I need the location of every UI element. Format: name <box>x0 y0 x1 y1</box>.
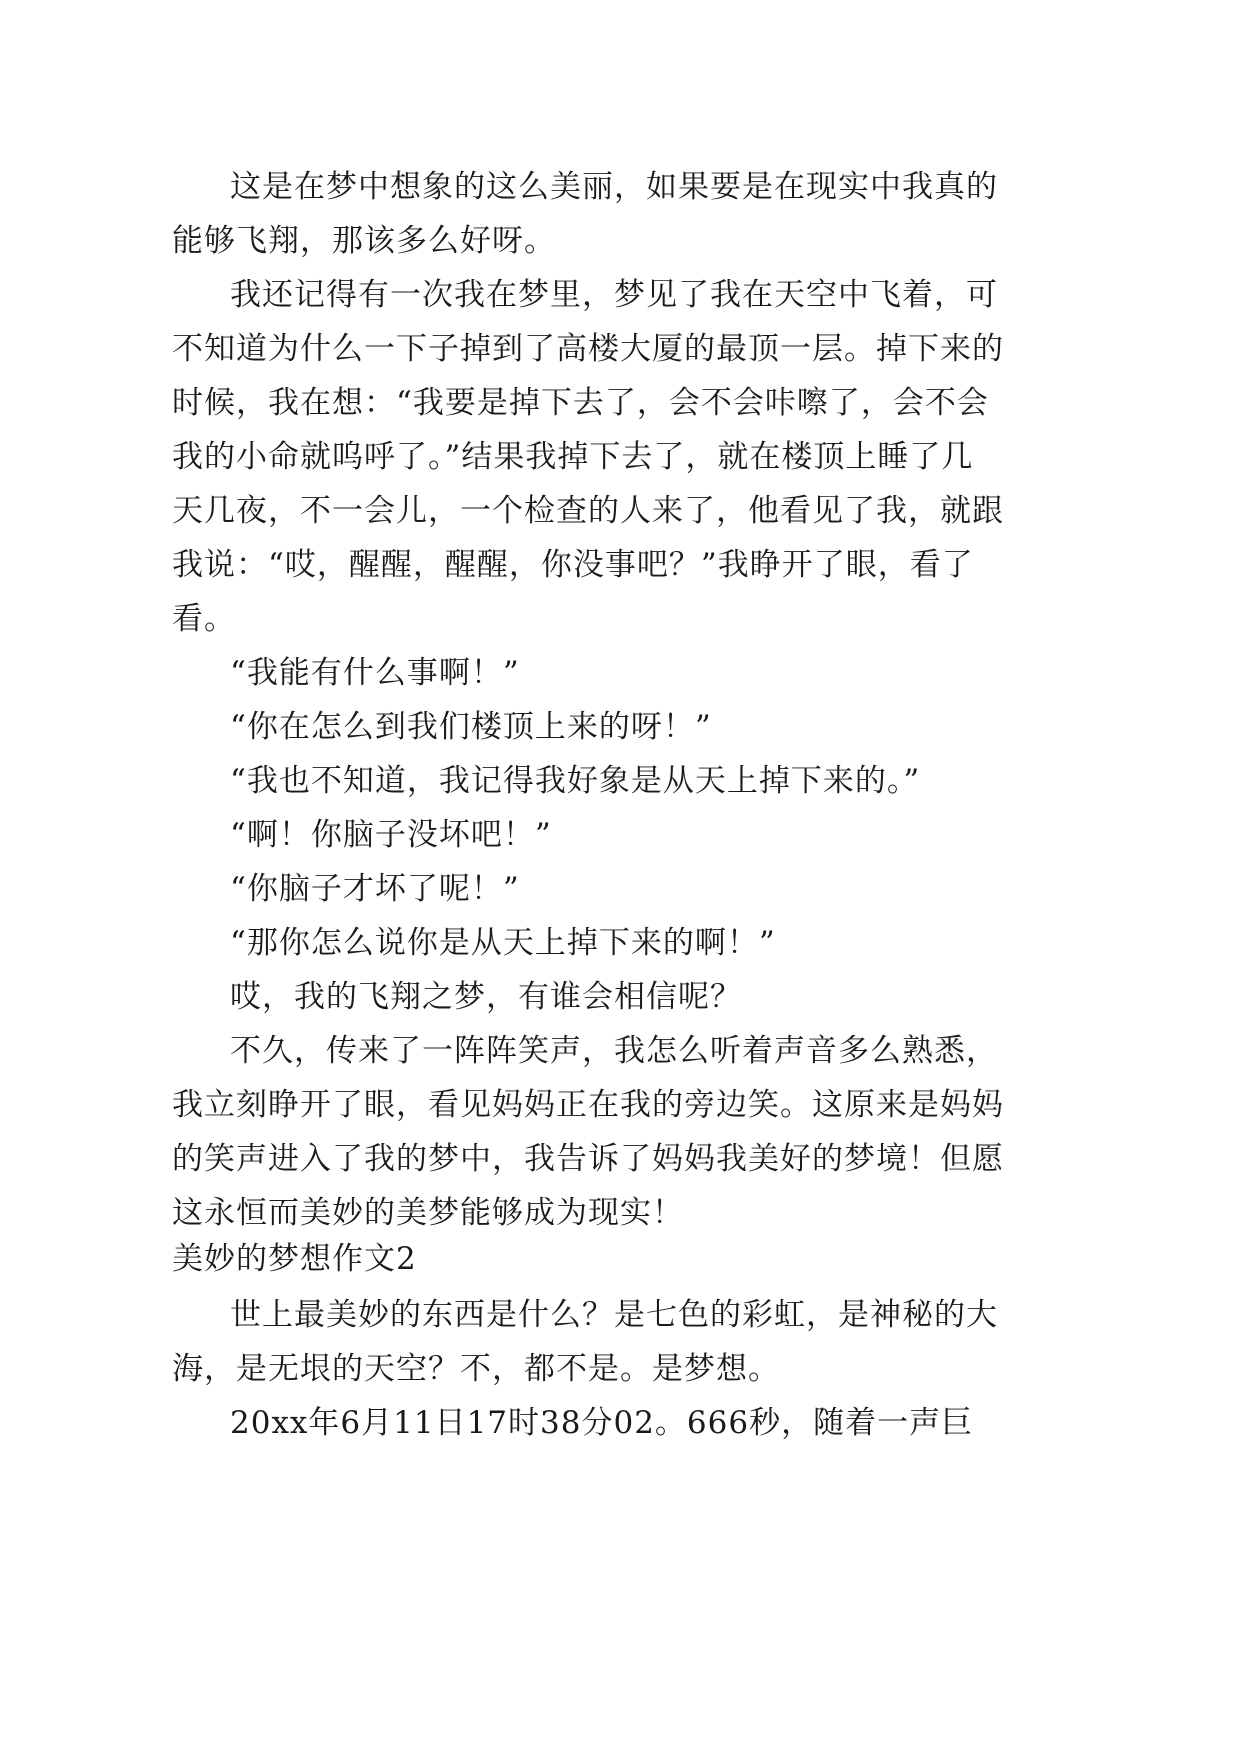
text-line-24: 20xx年6月11日17时38分02。666秒，随着一声巨 <box>230 1405 974 1441</box>
dialogue-line-5: “你脑子才坏了呢！” <box>230 871 520 907</box>
dialogue-line-2: “你在怎么到我们楼顶上来的呀！” <box>230 709 712 745</box>
dialogue-line-6: “那你怎么说你是从天上掉下来的啊！” <box>230 925 776 961</box>
dialogue-line-1: “我能有什么事啊！” <box>230 655 520 691</box>
text-line-8: 我说：“哎，醒醒，醒醒，你没事吧？”我睁开了眼，看了 <box>172 547 974 583</box>
section-heading: 美妙的梦想作文2 <box>172 1241 417 1277</box>
text-line-19: 的笑声进入了我的梦中，我告诉了妈妈我美好的梦境！但愿 <box>172 1141 1004 1177</box>
text-line-9: 看。 <box>172 601 236 637</box>
text-line-18: 我立刻睁开了眼，看见妈妈正在我的旁边笑。这原来是妈妈 <box>172 1087 1004 1123</box>
text-line-6: 我的小命就呜呼了。”结果我掉下去了，就在楼顶上睡了几 <box>172 439 974 475</box>
text-line-4: 不知道为什么一下子掉到了高楼大厦的最顶一层。掉下来的 <box>172 331 1004 367</box>
text-line-17: 不久，传来了一阵阵笑声，我怎么听着声音多么熟悉， <box>230 1033 998 1069</box>
text-line-2: 能够飞翔，那该多么好呀。 <box>172 223 556 259</box>
text-line-23: 海，是无垠的天空？不，都不是。是梦想。 <box>172 1351 780 1387</box>
dialogue-line-3: “我也不知道，我记得我好象是从天上掉下来的。” <box>230 763 921 799</box>
text-line-1: 这是在梦中想象的这么美丽，如果要是在现实中我真的 <box>230 169 998 205</box>
text-line-5: 时候，我在想：“我要是掉下去了，会不会咔嚓了，会不会 <box>172 385 989 421</box>
text-line-22: 世上最美妙的东西是什么？是七色的彩虹，是神秘的大 <box>230 1297 998 1333</box>
text-line-3: 我还记得有一次我在梦里，梦见了我在天空中飞着，可 <box>230 277 998 313</box>
dialogue-line-4: “啊！你脑子没坏吧！” <box>230 817 552 853</box>
text-line-16: 哎，我的飞翔之梦，有谁会相信呢？ <box>230 979 742 1015</box>
text-line-20: 这永恒而美妙的美梦能够成为现实！ <box>172 1195 684 1231</box>
text-line-7: 天几夜，不一会儿，一个检查的人来了，他看见了我，就跟 <box>172 493 1004 529</box>
